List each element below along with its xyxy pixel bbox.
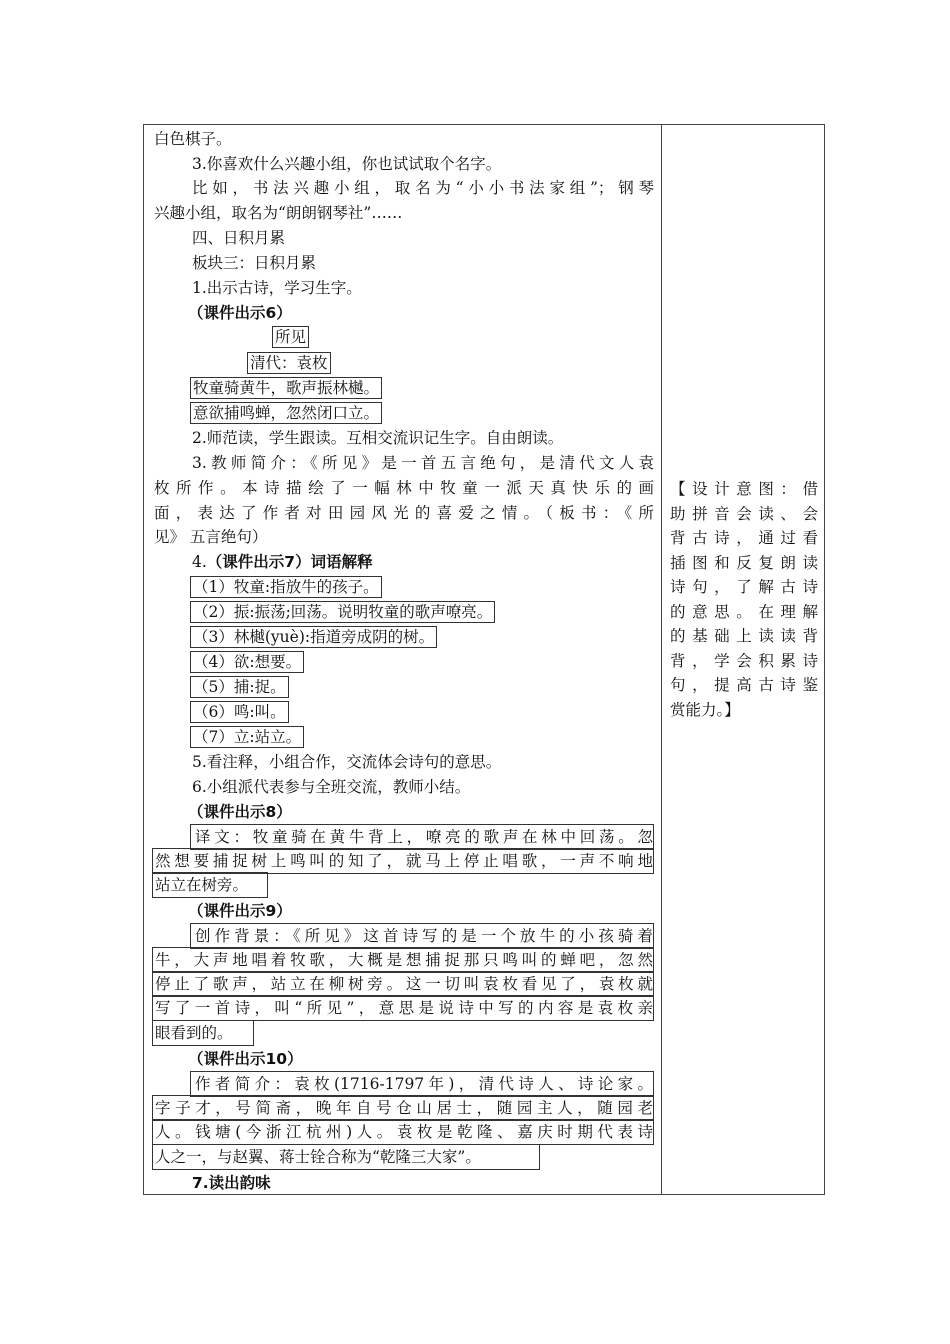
- word-box: （3）林樾(yuè):指道旁成阴的树。: [190, 626, 437, 648]
- teaching-process-column: [144, 125, 662, 1194]
- courseware-7-heading: [192, 552, 373, 572]
- text-line: 2.师范读，学生跟读。互相交流识记生字。自由朗读。: [192, 429, 564, 447]
- background-line: 写了一首诗，叫“所见”，意思是说诗中写的内容是袁枚亲: [155, 999, 653, 1017]
- design-line: 背，学会积累诗: [670, 651, 818, 670]
- courseware-label: （课件出示9）: [188, 902, 292, 920]
- author-box: [152, 1095, 654, 1121]
- word-item: [190, 601, 495, 623]
- word-item: [190, 576, 382, 598]
- poem-line-1: [190, 377, 382, 399]
- word-box: （6）鸣:叫。: [190, 701, 289, 723]
- design-line: 助拼音会读、会: [670, 504, 818, 523]
- word-box: （2）振:振荡;回荡。说明牧童的歌声嘹亮。: [190, 601, 495, 623]
- word-item: [190, 651, 304, 673]
- text-line: 面，表达了作者对田园风光的喜爱之情。（板书：《所: [154, 504, 654, 522]
- courseware-label: （课件出示7）词语解释: [206, 553, 373, 571]
- background-line: 创作背景：《所见》这首诗写的是一个放牛的小孩骑着: [195, 927, 653, 945]
- author-line: 作者简介：袁枚(1716-1797年)，清代诗人、诗论家。: [195, 1075, 653, 1093]
- design-intent-column: [662, 125, 824, 1194]
- text-line: 白色棋子。: [154, 130, 232, 148]
- background-box: [152, 971, 654, 997]
- courseware-label: （课件出示10）: [188, 1050, 303, 1068]
- poem-author: [247, 352, 331, 374]
- text-line: 比如，书法兴趣小组，取名为“小小书法家组”；钢琴: [192, 179, 654, 197]
- design-line: 背古诗，通过看: [670, 529, 818, 547]
- design-line: 句，提高古诗鉴: [670, 676, 818, 694]
- step-heading: 7.读出韵味: [192, 1174, 271, 1192]
- poem-line-2: [190, 402, 382, 424]
- author-box: [152, 1144, 540, 1170]
- background-box: [152, 1020, 254, 1046]
- word-item: [190, 676, 289, 698]
- poem-line-box: 牧童骑黄牛，歌声振林樾。: [190, 377, 382, 399]
- text-line: 3.教师简介：《所见》是一首五言绝句，是清代文人袁: [192, 454, 654, 472]
- background-line: 停止了歌声，站立在柳树旁。这一切叫袁枚看见了，袁枚就: [155, 975, 653, 993]
- translation-line: 然想要捕捉树上鸣叫的知了，就马上停止唱歌，一声不响地: [155, 852, 653, 870]
- background-line: 牛，大声地唱着牧歌，大概是想捕捉那只鸣叫的蝉吧，忽然: [155, 951, 653, 969]
- translation-line: 译文：牧童骑在黄牛背上，嘹亮的歌声在林中回荡。忽: [195, 828, 653, 846]
- text-line: 3.你喜欢什么兴趣小组，你也试试取个名字。: [192, 155, 502, 173]
- design-line: 赏能力。】: [670, 700, 740, 719]
- poem-line-box: 意欲捕鸣蝉，忽然闭口立。: [190, 402, 382, 424]
- text-line: 6.小组派代表参与全班交流，教师小结。: [192, 778, 471, 796]
- item-number: 4.: [192, 553, 207, 571]
- author-box: [152, 1119, 654, 1145]
- text-line: 见》 五言绝句）: [154, 528, 268, 546]
- background-box: [190, 923, 654, 949]
- word-item: [190, 701, 289, 723]
- poem-author-box: 清代：袁枚: [247, 352, 331, 374]
- translation-box: [152, 848, 654, 874]
- author-line: 人之一，与赵翼、蒋士铨合称为“乾隆三大家”。: [155, 1148, 481, 1166]
- design-line: 插图和反复朗读: [670, 553, 818, 572]
- block-heading: 板块三：日积月累: [192, 254, 317, 272]
- word-box: （7）立:站立。: [190, 726, 304, 748]
- text-line: 1.出示古诗，学习生字。: [192, 279, 362, 297]
- word-item: [190, 626, 437, 648]
- background-line: 眼看到的。: [155, 1024, 233, 1042]
- translation-line: 站立在树旁。: [155, 876, 249, 894]
- courseware-label: （课件出示8）: [188, 803, 292, 821]
- section-heading: 四、日积月累: [192, 229, 286, 247]
- background-box: [152, 947, 654, 973]
- design-line: 诗句，了解古诗: [670, 578, 818, 596]
- author-line: 人。钱塘(今浙江杭州)人。袁枚是乾隆、嘉庆时期代表诗: [155, 1123, 653, 1141]
- text-line: 5.看注释，小组合作，交流体会诗句的意思。: [192, 753, 502, 771]
- design-line: 【设计意图：借: [670, 480, 818, 498]
- word-item: [190, 726, 304, 748]
- background-box: [152, 995, 654, 1021]
- text-line: 兴趣小组，取名为“朗朗钢琴社”……: [154, 204, 403, 222]
- translation-box: [190, 824, 654, 850]
- design-intent-text: [670, 477, 818, 722]
- word-box: （4）欲:想要。: [190, 651, 304, 673]
- poem-title: [272, 326, 309, 348]
- lesson-table: [143, 124, 825, 1195]
- author-box: [190, 1071, 654, 1097]
- word-box: （1）牧童:指放牛的孩子。: [190, 576, 382, 598]
- poem-title-box: 所见: [272, 326, 309, 348]
- design-line: 的意思。在理解: [670, 602, 818, 621]
- translation-box: [152, 872, 268, 898]
- design-line: 的基础上读读背: [670, 627, 818, 645]
- text-line: 枚所作。本诗描绘了一幅林中牧童一派天真快乐的画: [154, 479, 654, 497]
- author-line: 字子才，号简斋，晚年自号仓山居士，随园主人，随园老: [155, 1099, 653, 1117]
- word-box: （5）捕:捉。: [190, 676, 289, 698]
- courseware-label: （课件出示6）: [188, 304, 292, 322]
